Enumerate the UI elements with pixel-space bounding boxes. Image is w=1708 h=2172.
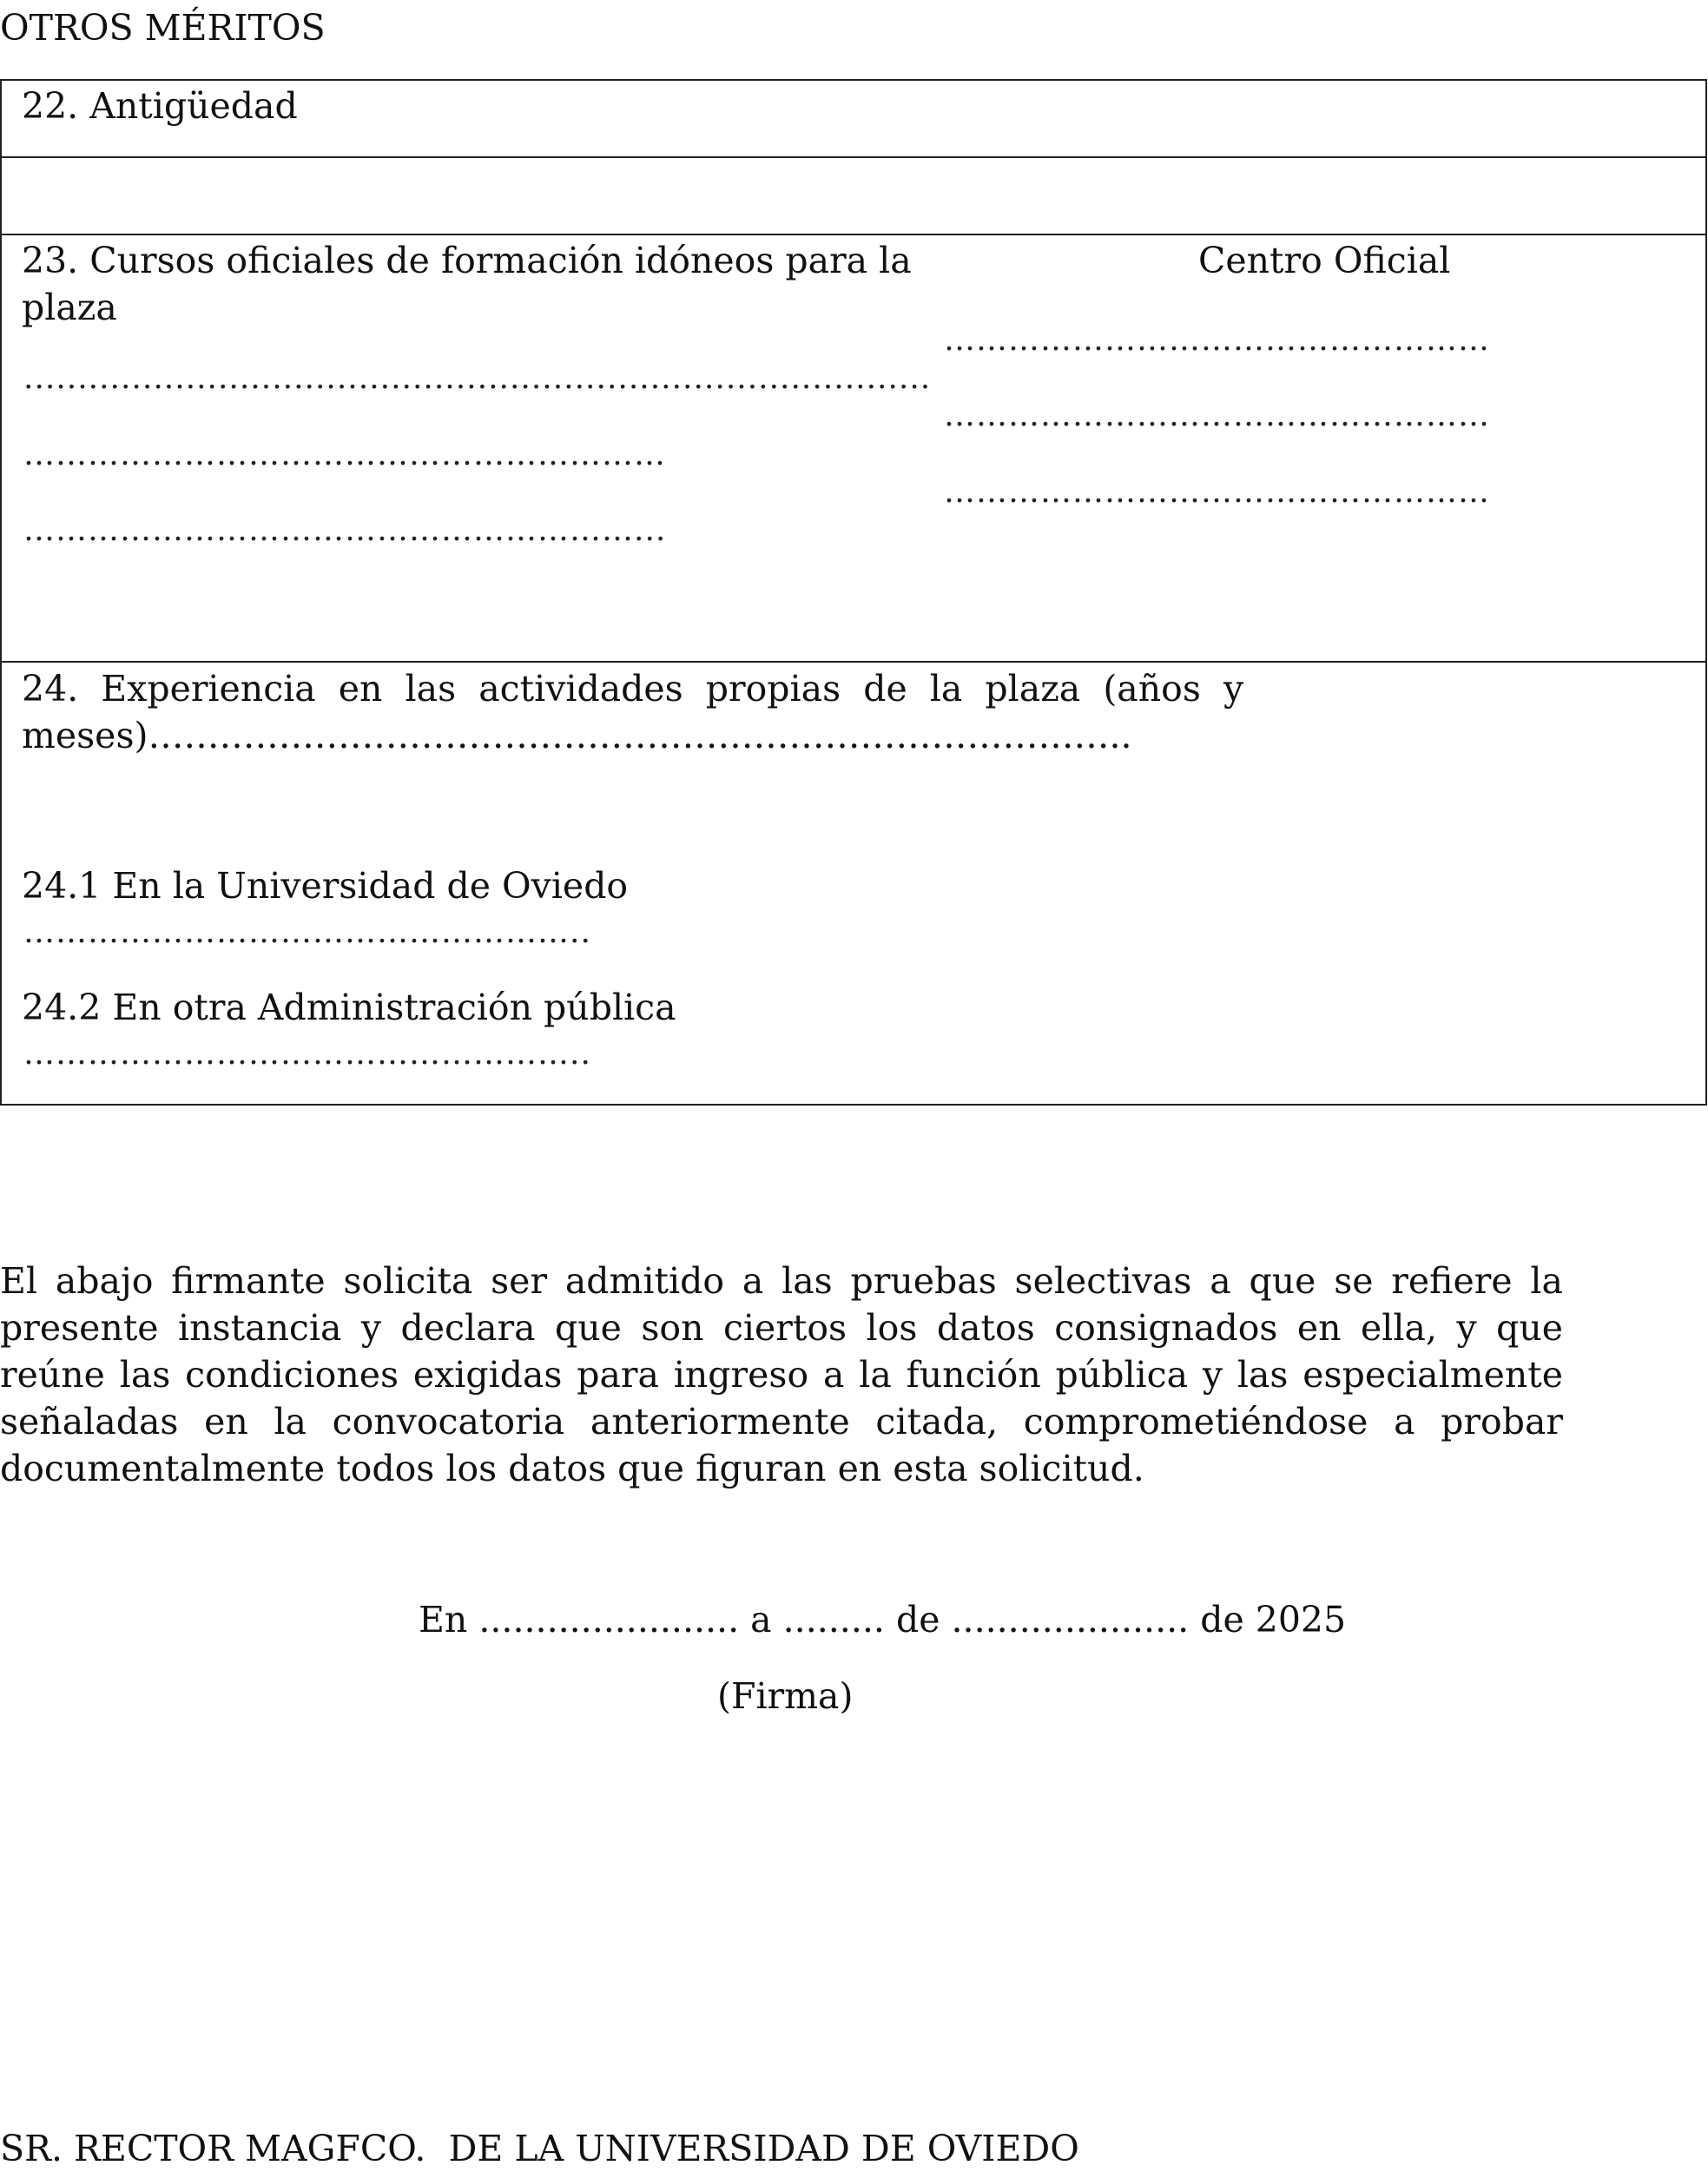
signature-label: (Firma) [717, 1675, 854, 1717]
center-input-line[interactable]: …………………………………………… [944, 398, 1490, 433]
course-input-line[interactable]: .................................................................................... [23, 360, 932, 396]
antiguedad-field[interactable] [3, 158, 1704, 232]
other-admin-experience-input[interactable]: …………………………………………….. [23, 1036, 591, 1072]
row-divider [2, 661, 1705, 663]
addressee: SR. RECTOR MAGFCO. DE LA UNIVERSIDAD DE OVIEDO [0, 2128, 1079, 2169]
courses-label-line2: plaza [22, 287, 117, 328]
experience-label-line1: 24. Experiencia en las actividades propias de la plaza (años y [22, 668, 1244, 710]
declaration-text: El abajo firmante solicita ser admitido a las pruebas selectivas a que se refiere la presente instancia y declara que son ciertos los datos consignados en ella, y que reúne las condiciones exigidas para ingreso a la función pública y las especialmente señaladas en la convocatoria anteriormente citada, comprometiéndose a probar documentalmente todos los datos que figuran en esta solicitud. [0, 1260, 1563, 1489]
courses-label-line1: 23. Cursos oficiales de formación idóneos para la [22, 240, 912, 281]
section-title: OTROS MÉRITOS [0, 7, 326, 49]
center-header: Centro Oficial [1198, 240, 1451, 281]
course-input-line[interactable]: …………………………………………………... [23, 512, 667, 548]
course-input-line[interactable]: …………………………………………………… [23, 437, 666, 472]
other-admin-experience-label: 24.2 En otra Administración pública [22, 987, 676, 1028]
experience-label-line2[interactable]: meses)……………………………………………………………………….. [22, 715, 1132, 756]
merits-form-table [0, 79, 1707, 1106]
place-date-line[interactable]: En ....................... a ......... de ..................... de 2025 [419, 1599, 1347, 1641]
uniovi-experience-input[interactable]: …………………………………………….. [23, 914, 591, 950]
antiguedad-label: 22. Antigüedad [22, 85, 298, 127]
row-divider [2, 234, 1705, 235]
uniovi-experience-label: 24.1 En la Universidad de Oviedo [22, 865, 629, 907]
center-input-line[interactable]: …………………………………………… [944, 474, 1490, 510]
center-input-line[interactable]: …………………………………………… [944, 322, 1490, 358]
